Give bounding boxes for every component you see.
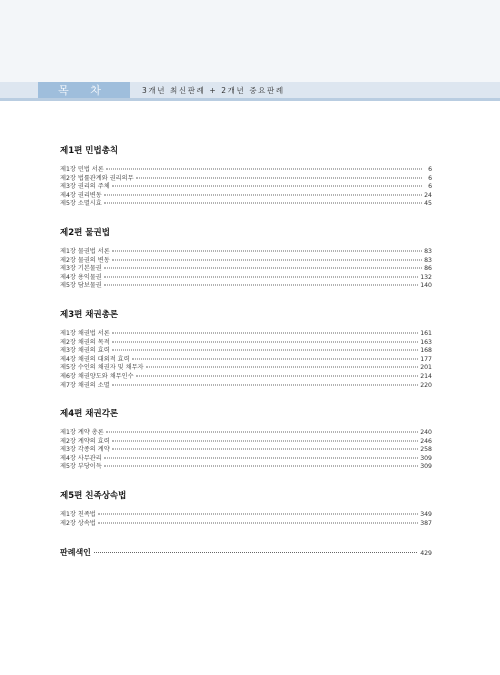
dot-leader (112, 250, 422, 251)
entry-label: 제4장 권리변동 (60, 191, 102, 199)
entry-page-number: 309 (420, 454, 432, 462)
toc-entry[interactable] (60, 438, 432, 447)
dot-leader (146, 367, 419, 368)
dot-leader (104, 268, 422, 269)
entry-label: 제3장 각종의 계약 (60, 446, 110, 454)
dot-leader (112, 259, 422, 260)
entry-page-number: 258 (420, 446, 432, 454)
case-index-page: 429 (420, 550, 432, 558)
toc-entry[interactable] (60, 463, 432, 472)
entry-page-number: 387 (420, 519, 432, 527)
entry-label: 제3장 권리의 주체 (60, 183, 110, 191)
entry-label: 제7장 채권의 소멸 (60, 381, 110, 389)
toc-entry[interactable] (60, 429, 432, 438)
entry-label: 제2장 물권의 변동 (60, 256, 110, 264)
entry-label: 제1장 민법 서론 (60, 166, 104, 173)
dot-leader (94, 552, 417, 553)
toc-entry[interactable] (60, 257, 432, 266)
dot-leader (106, 169, 422, 170)
dot-leader (104, 457, 418, 458)
top-band (0, 0, 500, 82)
toc-section (60, 146, 432, 209)
entry-label: 제5장 부당이득 (60, 463, 102, 471)
dot-leader (112, 341, 418, 342)
dot-leader (98, 514, 418, 515)
entry-page-number: 140 (420, 282, 432, 290)
section-title: 제4편 채권각론 (60, 409, 119, 420)
section-title: 제3편 채권총론 (60, 309, 119, 320)
toc-entry[interactable] (60, 175, 432, 184)
toc-entry[interactable] (60, 330, 432, 339)
entry-page-number: 163 (420, 338, 432, 346)
toc-section (60, 409, 432, 472)
toc-entry[interactable] (60, 364, 432, 373)
dot-leader (112, 186, 422, 187)
dot-leader (132, 358, 419, 359)
dot-leader (104, 285, 418, 286)
entry-label: 제4장 용익물권 (60, 273, 102, 281)
toc-entry[interactable] (60, 248, 432, 257)
dot-leader (104, 194, 422, 195)
toc-entry[interactable] (60, 373, 432, 382)
toc-entry[interactable] (60, 282, 432, 291)
entry-page-number: 161 (420, 329, 432, 337)
toc-entry[interactable] (60, 192, 432, 201)
entry-label: 제6장 채권양도와 채무인수 (60, 372, 134, 380)
toc-entry[interactable] (60, 511, 432, 520)
toc-entry[interactable] (60, 339, 432, 348)
toc-entry-case-index[interactable] (60, 547, 432, 558)
dot-leader (104, 203, 422, 204)
case-index-label: 판례색인 (60, 548, 91, 558)
entry-label: 제5장 소멸시효 (60, 200, 102, 208)
toc-entry[interactable] (60, 274, 432, 283)
toc-entry[interactable] (60, 183, 432, 192)
entry-label: 제2장 채권의 목적 (60, 338, 110, 346)
entry-page-number: 83 (424, 247, 432, 255)
toc-section (60, 228, 432, 291)
entry-page-number: 220 (420, 381, 432, 389)
entry-page-number: 132 (420, 273, 432, 281)
toc-section (60, 491, 432, 528)
entry-label: 제3장 채권의 효력 (60, 347, 110, 355)
dot-leader (112, 332, 418, 333)
table-of-contents (60, 146, 432, 558)
entry-page-number: 309 (420, 463, 432, 471)
dot-leader (98, 522, 418, 523)
dot-leader (112, 449, 418, 450)
entry-label: 제4장 채권의 대외적 효력 (60, 355, 130, 363)
toc-entry[interactable] (60, 166, 432, 175)
toc-entry[interactable] (60, 347, 432, 356)
entry-label: 제1장 계약 총론 (60, 429, 104, 437)
toc-entry[interactable] (60, 382, 432, 391)
dot-leader (136, 177, 422, 178)
dot-leader (112, 440, 418, 441)
toc-entry[interactable] (60, 455, 432, 464)
entry-page-number: 177 (420, 355, 432, 363)
entry-page-number: 86 (424, 265, 432, 273)
toc-heading: 목 차 (38, 82, 130, 98)
entry-label: 제2장 계약의 효력 (60, 437, 110, 445)
toc-sections (60, 146, 432, 528)
section-title: 제5편 친족상속법 (60, 491, 127, 502)
section-title: 제2편 물권법 (60, 227, 110, 238)
toc-entry[interactable] (60, 520, 432, 529)
header-underline (0, 98, 500, 101)
entry-page-number: 168 (420, 347, 432, 355)
entry-page-number: 6 (428, 183, 432, 191)
header-subtitle: 3개년 최신판례 + 2개년 중요판례 (142, 85, 285, 95)
entry-page-number: 45 (424, 200, 432, 208)
toc-entry[interactable] (60, 265, 432, 274)
dot-leader (106, 432, 418, 433)
entry-page-number: 83 (424, 256, 432, 264)
entry-page-number: 201 (420, 364, 432, 372)
dot-leader (112, 384, 418, 385)
entry-page-number: 349 (420, 511, 432, 519)
entry-label: 제1장 친족법 (60, 511, 96, 519)
entry-page-number: 246 (420, 437, 432, 445)
dot-leader (112, 350, 418, 351)
entry-label: 제5장 수인의 채권자 및 채무자 (60, 364, 144, 372)
section-title: 제1편 민법총칙 (60, 146, 119, 156)
dot-leader (136, 375, 419, 376)
entry-page-number: 214 (420, 372, 432, 380)
entry-label: 제4장 사무관리 (60, 454, 102, 462)
entry-label: 제2장 법률관계와 권리의무 (60, 174, 134, 182)
entry-page-number: 240 (420, 429, 432, 437)
toc-entry[interactable] (60, 446, 432, 455)
dot-leader (104, 276, 418, 277)
entry-page-number: 6 (428, 174, 432, 182)
entry-label: 제2장 상속법 (60, 519, 96, 527)
toc-section (60, 310, 432, 390)
toc-entry[interactable] (60, 200, 432, 209)
entry-page-number: 24 (424, 191, 432, 199)
entry-label: 제1장 물권법 서론 (60, 247, 110, 255)
entry-page-number: 6 (428, 166, 432, 173)
entry-label: 제1장 채권법 서론 (60, 329, 110, 337)
entry-label: 제5장 담보물권 (60, 282, 102, 290)
dot-leader (104, 466, 418, 467)
entry-label: 제3장 기본물권 (60, 265, 102, 273)
